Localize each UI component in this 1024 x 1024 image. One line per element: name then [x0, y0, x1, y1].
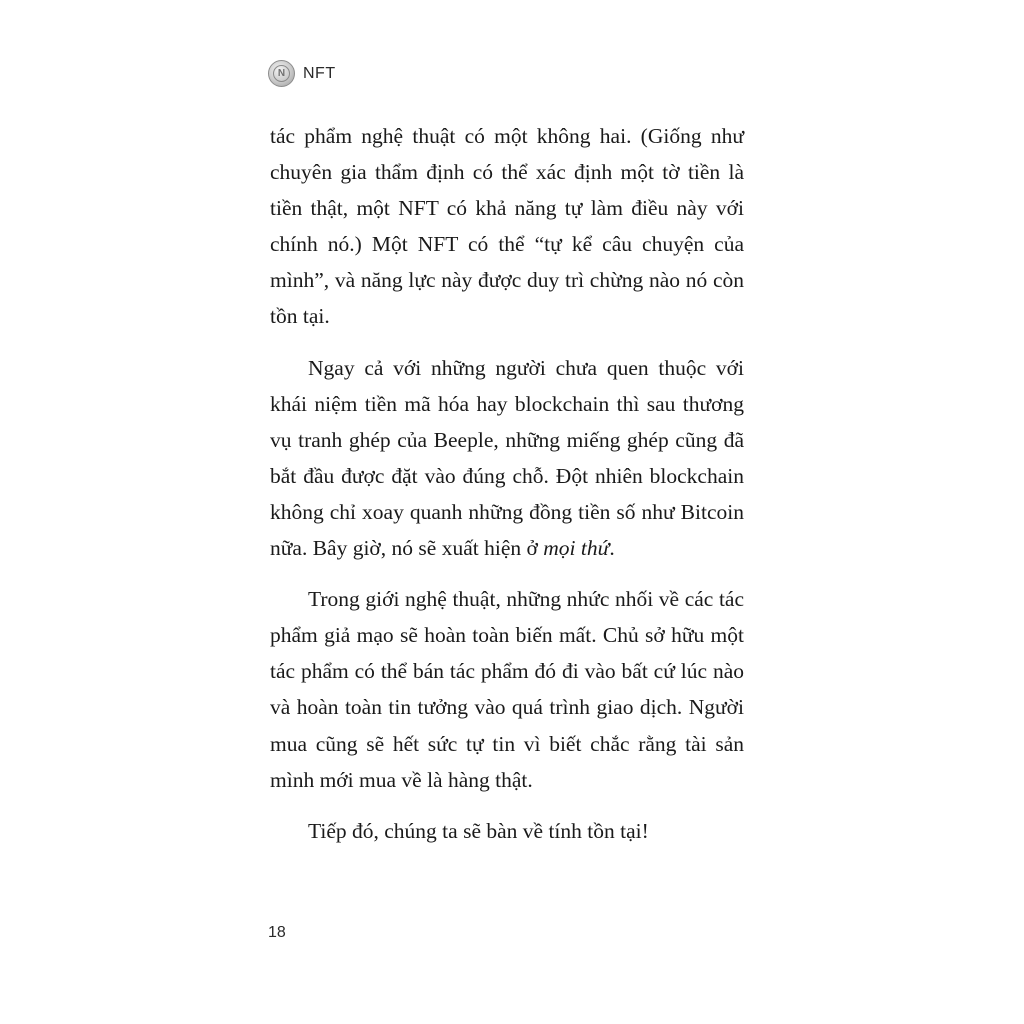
publisher-logo [268, 60, 295, 87]
paragraph-continued: tác phẩm nghệ thuật có một không hai. (Giống như chuyên gia thẩm định có thể xác định một tờ tiền là tiền thật, một NFT có khả năng tự làm điều này với chính nó.) Một NFT có thể “tự kể câu chuyện của mình”, và năng lực này được duy trì chừng nào nó còn tồn tại. [270, 124, 744, 329]
paragraph-text: Ngay cả với những người chưa quen thuộc với khái niệm tiền mã hóa hay blockchain thì sau thương vụ tranh ghép của Beeple, những miếng ghép cũng đã bắt đầu được đặt vào đúng chỗ. Đột nhiên blockchain không chỉ xoay quanh những đồng tiền số như Bitcoin nữa. Bây giờ, nó sẽ xuất hiện ở [270, 355, 744, 561]
page-number: 18 [268, 924, 286, 941]
page-header [268, 60, 336, 87]
logo-letter: N [273, 65, 290, 82]
paragraph-art-world: Trong giới nghệ thuật, những nhức nhối về các tác phẩm giả mạo sẽ hoàn toàn biến mất. Chủ sở hữu một tác phẩm có thể bán tác phẩm đó đi vào bất cứ lúc nào và hoàn toàn tin tưởng vào quá trình giao dịch. Người mua cũng sẽ hết sức tự tin vì biết chắc rằng tài sản mình mới mua về là hàng thật. [270, 587, 744, 792]
body-text [270, 118, 744, 849]
paragraph-next: Tiếp đó, chúng ta sẽ bàn về tính tồn tại! [308, 818, 649, 843]
running-head: NFT [303, 64, 336, 82]
paragraph-beeple [270, 350, 744, 567]
italic-emphasis: mọi thứ [543, 536, 610, 561]
paragraph-text-end: . [609, 536, 615, 561]
